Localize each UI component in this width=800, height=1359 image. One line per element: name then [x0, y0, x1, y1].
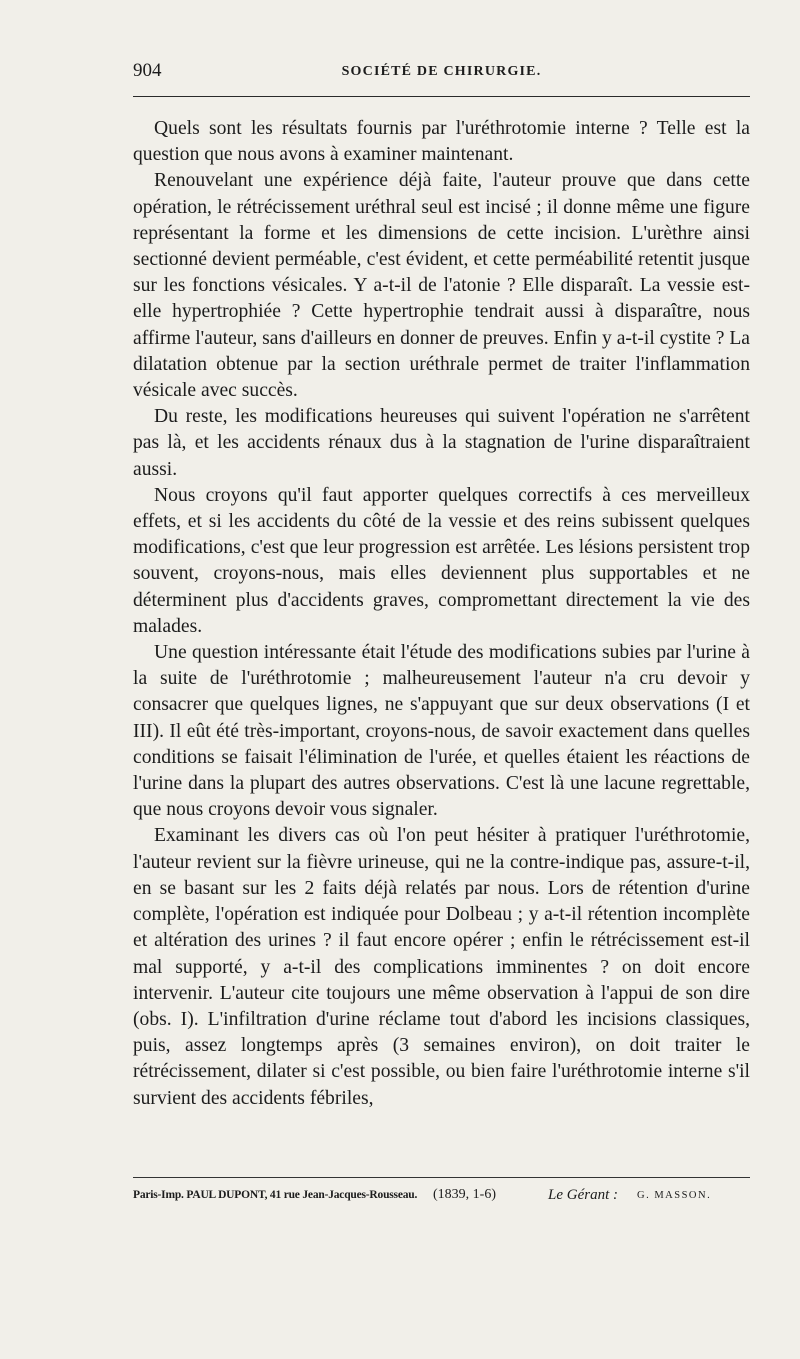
header-rule: [133, 96, 750, 97]
paragraph: Renouvelant une expérience déjà faite, l'auteur prouve que dans cette opération, le rétrécissement uréthral seul est incisé ; il donne même une figure représentant la forme et les dimensions de cette incision. L'urèthre ainsi sectionné devient perméable, c'est évident, et cette perméabilité retentit jusque sur les fonctions vésicales. Y a-t-il de l'atonie ? Elle disparaît. La vessie est-elle hypertrophiée ? Cette hypertrophie tendrait aussi à disparaître, nous affirme l'auteur, sans d'ailleurs en donner de preuves. Enfin y a-t-il cystite ? La dilatation obtenue par la section uréthrale permet de traiter l'inflammation vésicale avec succès.: [133, 170, 750, 402]
printer-credit: Paris-Imp. PAUL DUPONT, 41 rue Jean-Jacques-Rousseau.: [133, 1189, 418, 1201]
paragraph: Du reste, les modifications heureuses qui suivent l'opération ne s'arrêtent pas là, et les accidents rénaux dus à la stagnation de l'urine disparaîtraient aussi.: [133, 406, 750, 480]
gerant-name: G. MASSON.: [637, 1190, 712, 1201]
paragraph: Quels sont les résultats fournis par l'uréthrotomie interne ? Telle est la question que nous avons à examiner maintenant.: [133, 118, 750, 166]
page-number: 904: [133, 60, 162, 81]
paragraph: Examinant les divers cas où l'on peut hésiter à pratiquer l'uréthrotomie, l'auteur revient sur la fièvre urineuse, qui ne la contre-indique pas, assure-t-il, en se basant sur les 2 faits déjà relatés par nous. Lors de rétention d'urine complète, l'opération est indiquée pour Dolbeau ; y a-t-il rétention incomplète et altération des urines ? il faut encore opérer ; enfin le rétrécissement est-il mal supporté, y a-t-il des complications imminentes ? on doit encore intervenir. L'auteur cite toujours une même observation à l'appui de son dire (obs. I). L'infiltration d'urine réclame tout d'abord les incisions classiques, puis, assez longtemps après (3 semaines environ), on doit traiter le rétrécissement, dilater si c'est possible, ou bien faire l'uréthrotomie interne s'il survient des accidents fébriles,: [133, 825, 750, 1109]
paragraph: Nous croyons qu'il faut apporter quelques correctifs à ces merveilleux effets, et si les accidents du côté de la vessie et des reins subissent quelques modifications, c'est que leur progression est arrêtée. Les lésions persistent trop souvent, croyons-nous, mais elles deviennent plus supportables et ne déterminent plus d'accidents graves, compromettant directement la vie des malades.: [133, 484, 750, 637]
paragraph: Une question intéressante était l'étude des modifications subies par l'urine à la suite de l'uréthrotomie ; malheureusement l'auteur n'a cru devoir y consacrer que quelques lignes, ne s'appuyant que sur deux observations (I et III). Il eût été très-important, croyons-nous, de savoir exactement dans quelles conditions se faisait l'élimination de l'urée, et quelles étaient les réactions de l'urine dans la plupart des autres observations. C'est là une lacune regrettable, que nous croyons devoir vous signaler.: [133, 642, 750, 821]
footer-rule: [133, 1177, 750, 1178]
running-title: SOCIÉTÉ DE CHIRURGIE.: [341, 64, 542, 79]
imprint-line: [133, 1189, 750, 1213]
gerant-label: Le Gérant :: [548, 1187, 618, 1203]
print-date: (1839, 1-6): [433, 1187, 496, 1202]
page-header: [133, 58, 750, 92]
body-text: [133, 116, 750, 1112]
